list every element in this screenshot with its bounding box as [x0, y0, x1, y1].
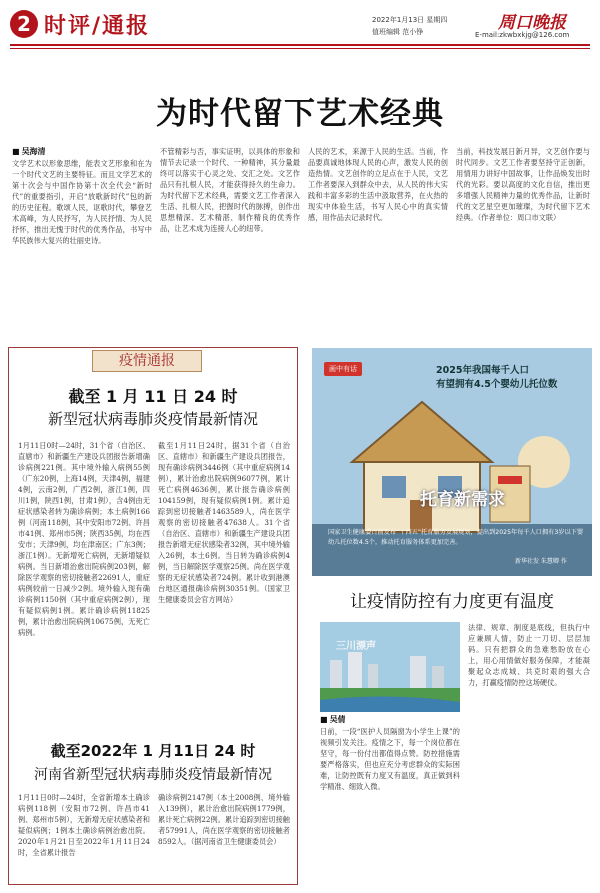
city-skyline-drawing [320, 622, 460, 712]
report1-column-1: 1月11日0时—24时，31个省（自治区、直辖市）和新疆生产建设兵团报告新增确诊病例221例。其中境外输入病例55例（广东20例，上海14例，天津4例，福建4例，云南2例，广西2例，浙江1例，四川1例，陕西1例，甘肃1例），含4例由无症状感染者转为确诊病例；本土病例166例（河南118例，其中安阳市72例、许昌市41例、郑州市5例；陕西35例，均在西安市；天津9例，均在津南区；广东3例；浙江1例）。无新增死亡病例，无新增疑似病例。当日新增治愈出院病例203例，解除医学观察的密切接触者22691人，重症病例较前一日减少2例。境外输入现有确诊病例1150例（其中重症病例2例），现有疑似病例1例。累计确诊病例11825例，累计治愈出院病例10675例，无死亡病例。 [18, 441, 150, 637]
contact-email[interactable]: E-mail:zkwbxkjg@126.com [475, 31, 570, 39]
duty-editor: 值班编辑 范小铮 [372, 28, 424, 36]
illustration-caption: 国家卫生健康委日前发布“十四五”托育服务发展规划，提出到2025年每千人口拥有3岁以下婴幼儿托位数4.5个，推动托育服务体系更加完善。 [328, 529, 584, 546]
editorial-column-1: 日前，一段“医护人员隔窗为小学生上课”的视频引发关注。疫情之下，每一个岗位都在坚守，每一份付出都值得点赞。防控措施需要严格落实，但也应充分考虑群众的实际困难，让防控既有力度又有温度，真正做到科学精准、细致入微。 [320, 727, 460, 791]
article-column-4: 当前，科技发展日新月异，文艺创作要与时代同步。文艺工作者要坚持守正创新，用情用力讲好中国故事，让作品焕发出时代的光彩。要以高度的文化自信，推出更多增强人民精神力量的优秀作品，让新时代的文艺星空更加璀璨，为时代留下艺术经典。（作者单位：周口市文联） [456, 147, 590, 222]
report2-headline-line1: 截至2022年 1 月11日 24 时 [50, 742, 256, 760]
page-header [0, 0, 600, 62]
editorial-author: ■ 吴倩 [320, 714, 346, 725]
illustration-title-line2: 有望拥有4.5个婴幼儿托位数 [436, 379, 558, 390]
report1-headline-line1: 截至 1 月 11 日 24 时 [68, 387, 238, 406]
article-column-1: 文学艺术以形象思维，能表文艺形象和在为一个时代文艺的主要特征。而且文学艺术的第十次会与中国作协第十次全代会“新时代”的重要指引，开启“放歌新时代”包的新的历史征程。歌颂人民，讴歌时代，攀登艺术高峰，为人民抒写，为人民抒情、为人民抒怀，推出无愧于时代的优秀作品，书写中华民族伟大复兴的壮丽史诗。 [12, 159, 152, 245]
newspaper-logo: 周口晚报 [498, 13, 566, 33]
illustration-author: 新华社发 朱慧卿 作 [515, 558, 567, 565]
section-title: 时评/通报 [44, 14, 151, 39]
report2-column-2: 确诊病例2147例（本土2008例、境外输入139例），累计治愈出院病例1779例，累计死亡病例22例。累计追踪到密切接触者57991人，尚在医学观察的密切接触者8592人。（据河南省卫生健康委员会） [158, 793, 290, 846]
issue-date: 2022年1月13日 星期四 [372, 16, 448, 24]
notice-tag: 疫情通报 [92, 350, 202, 372]
report2-headline-line2: 河南省新型冠状病毒肺炎疫情最新情况 [34, 767, 272, 783]
article-column-3: 人民的艺术，来源于人民的生活。当前，作品要真诚地体现人民的心声，激发人民的创造热情。文艺创作的立足点在于人民，文艺工作者要深入到群众中去，从人民的伟大实践和丰富多彩的生活中汲取营养，在火热的现实中体验生活，书写人民心中的真实情感，用作品去记录时代。 [308, 147, 448, 222]
editorial-column-2: 法律、规章、制度是底线，但执行中应兼顾人情，防止一刀切、层层加码。只有把群众的急难愁盼放在心上，用心用情做好服务保障，才能凝聚起众志成城、共克时艰的强大合力，打赢疫情防控这场硬仗。 [468, 623, 590, 687]
editorial-photo [320, 622, 460, 712]
photo-label: 三川漂声 [336, 641, 376, 652]
main-headline: 为时代留下艺术经典 [156, 96, 444, 132]
report2-column-1: 1月11日0时—24时，全省新增本土确诊病例118例（安阳市72例、许昌市41例、郑州市5例），无新增无症状感染者和疑似病例；1例本土确诊病例治愈出院。2020年1月21日至2022年1月11日24时，全省累计报告 [18, 793, 150, 857]
illustration-title-line1: 2025年我国每千人口 [436, 365, 529, 376]
article-column-2: 不管精彩与否，事实证明，以具体的形象和情节去记录一个时代、一种精神，其分量最终可以落实于心灵之处、交汇之处。文艺作品只有扎根人民，才能获得持久的生命力。为时代留下艺术经典，需要文艺工作者深入生活、扎根人民，把握时代的脉搏，创作出思想精深、艺术精湛、制作精良的优秀作品，让艺术成为连接人心的纽带。 [160, 147, 300, 233]
page-number: 2 [10, 10, 38, 38]
illustration-badge: 画中有话 [324, 362, 362, 376]
article-author: ■ 吴海清 [12, 146, 46, 157]
header-rule [10, 44, 590, 46]
header-rule-thin [10, 48, 590, 49]
report1-column-2: 截至1月11日24时，据31个省（自治区、直辖市）和新疆生产建设兵团报告，现有确诊病例3446例（其中重症病例14例），累计治愈出院病例96077例，累计死亡病例4636例，累计报告确诊病例104159例，现有疑似病例1例。累计追踪到密切接触者1463589人，尚在医学观察的密切接触者47638人。31个省（自治区、直辖市）和新疆生产建设兵团报告新增无症状感染者32例，其中境外输入26例，本土6例。当日转为确诊病例4例，当日解除医学观察25例。尚在医学观察的无症状感染者724例。累计收到港澳台地区通报确诊病例30351例。（国家卫生健康委员会官方网站） [158, 441, 290, 604]
editorial-title: 让疫情防控有力度更有温度 [350, 592, 554, 612]
illustration-big-text: 托育新需求 [420, 490, 505, 510]
report1-headline-line2: 新型冠状病毒肺炎疫情最新情况 [47, 410, 258, 428]
